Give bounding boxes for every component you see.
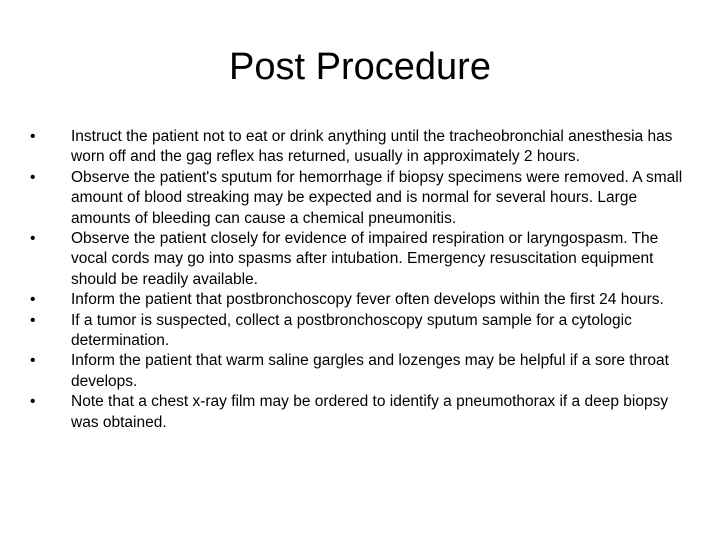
bullet-item [26,290,690,310]
bullet-dot-icon: • [30,230,36,248]
bullet-item [26,127,690,168]
bullet-item [26,351,690,392]
bullet-item [26,229,690,290]
bullet-list [26,127,690,433]
bullet-dot-icon: • [30,128,36,145]
bullet-dot-icon: • [30,291,36,309]
bullet-item [26,392,690,433]
bullet-text: Instruct the patient not to eat or drink anything until the tracheobronchial anesthesia has worn off and the gag reflex has returned, usually in approximately 2 hours. [71,128,673,166]
bullet-dot-icon: • [30,393,36,411]
bullet-text: Note that a chest x-ray film may be ordered to identify a pneumothorax if a deep biopsy was obtained. [71,393,669,431]
bullet-text: Observe the patient closely for evidence of impaired respiration or laryngospasm. The vocal cords may go into spasms after intubation. Emergency resuscitation equipment should be readily available. [71,230,659,288]
bullet-dot-icon: • [30,311,36,329]
bullet-text: Inform the patient that warm saline gargles and lozenges may be helpful if a sore throat develops. [71,352,669,390]
bullet-dot-icon: • [30,168,36,186]
bullet-text: Observe the patient's sputum for hemorrhage if biopsy specimens were removed. A small amount of blood streaking may be expected and is normal for several hours. Large amounts of bleeding can cause a chemical pneumonitis. [71,168,683,227]
bullet-text: Inform the patient that postbronchoscopy fever often develops within the first 24 hours. [71,291,664,309]
slide-title: Post Procedure [229,46,491,88]
bullet-text: If a tumor is suspected, collect a postbronchoscopy sputum sample for a cytologic determination. [71,311,632,350]
bullet-dot-icon: • [30,352,36,370]
bullet-item [26,311,690,352]
bullet-item [26,168,690,229]
